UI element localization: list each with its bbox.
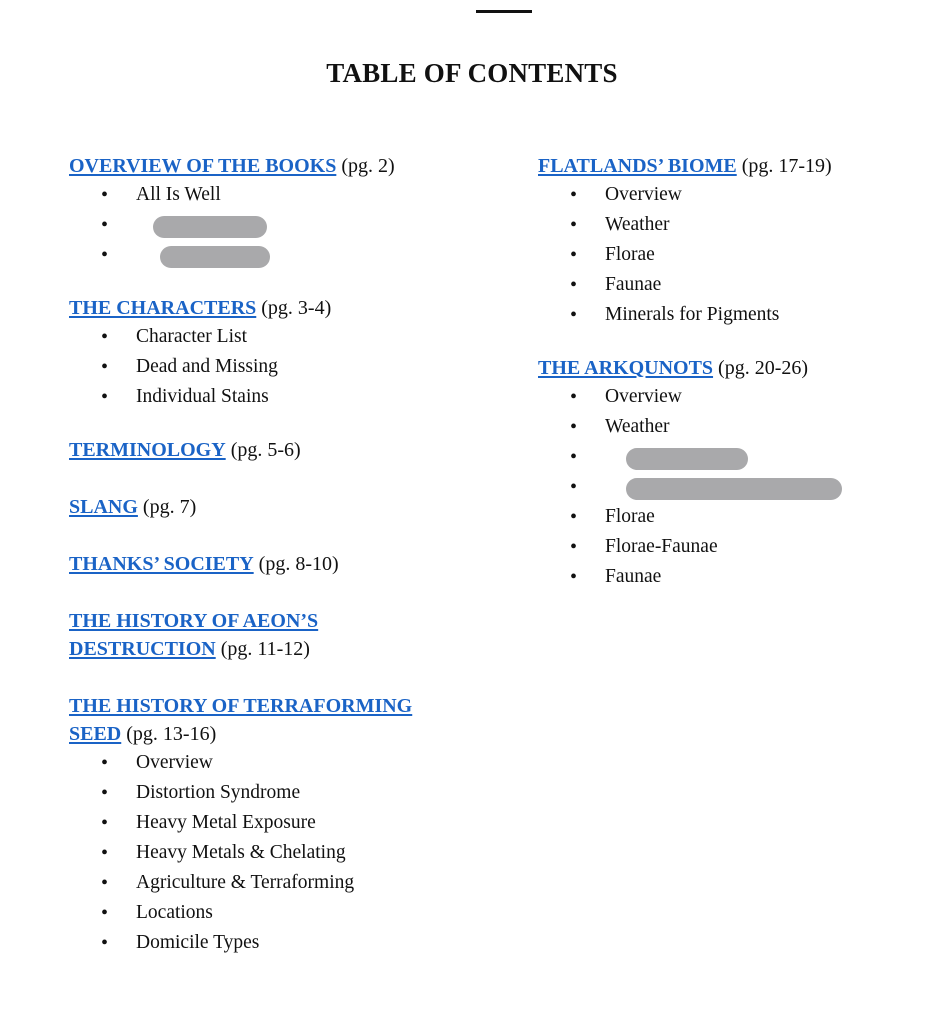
- list-item-label: Heavy Metal Exposure: [136, 812, 316, 833]
- bullet-icon: •: [570, 386, 578, 408]
- toc-sublist: [538, 382, 918, 592]
- redaction-bar: [153, 216, 267, 238]
- list-item-label: Locations: [136, 902, 213, 923]
- list-item: [570, 442, 918, 472]
- top-rule: [476, 10, 532, 13]
- list-item: [101, 382, 469, 412]
- page-range: (pg. 11-12): [215, 638, 310, 660]
- bullet-icon: •: [570, 506, 578, 528]
- bullet-icon: •: [570, 536, 578, 558]
- page-range: (pg. 8-10): [253, 553, 339, 575]
- list-item-label: Individual Stains: [136, 386, 269, 407]
- toc-right-column: [538, 152, 918, 592]
- bullet-icon: •: [570, 304, 578, 326]
- list-item: [570, 240, 918, 270]
- page-range: (pg. 2): [336, 155, 395, 177]
- toc-section-terminology: [69, 436, 469, 464]
- toc-link-history-terraforming-line2[interactable]: SEED: [69, 723, 122, 745]
- page-range: (pg. 3-4): [256, 297, 332, 319]
- toc-link-the-characters[interactable]: THE CHARACTERS: [69, 297, 257, 319]
- bullet-icon: •: [570, 416, 578, 438]
- toc-link-history-aeon-line2[interactable]: DESTRUCTION: [69, 638, 216, 660]
- bullet-icon: •: [101, 842, 109, 864]
- list-item: [101, 240, 469, 270]
- toc-sublist: [538, 180, 918, 330]
- bullet-icon: •: [101, 386, 109, 408]
- bullet-icon: •: [570, 566, 578, 588]
- page-range: (pg. 5-6): [225, 439, 301, 461]
- list-item-label: Weather: [605, 214, 670, 235]
- list-item-label: Dead and Missing: [136, 356, 278, 377]
- bullet-icon: •: [101, 812, 109, 834]
- redaction-bar: [160, 246, 270, 268]
- list-item-label: Character List: [136, 326, 247, 347]
- list-item: [101, 210, 469, 240]
- bullet-icon: •: [101, 932, 109, 954]
- list-item: [570, 382, 918, 412]
- bullet-icon: •: [101, 244, 109, 266]
- bullet-icon: •: [570, 274, 578, 296]
- toc-link-flatlands-biome[interactable]: FLATLANDS’ BIOME: [538, 155, 737, 177]
- toc-sublist: [69, 748, 469, 958]
- toc-link-terminology[interactable]: TERMINOLOGY: [69, 439, 226, 461]
- list-item-label: Weather: [605, 416, 670, 437]
- bullet-icon: •: [570, 476, 578, 498]
- bullet-icon: •: [101, 752, 109, 774]
- bullet-icon: •: [101, 782, 109, 804]
- list-item: [101, 748, 469, 778]
- list-item-label: Overview: [605, 386, 682, 407]
- toc-sublist: [69, 180, 469, 270]
- list-item: [101, 838, 469, 868]
- toc-section-history-aeon: [69, 607, 469, 663]
- page-range: (pg. 13-16): [121, 723, 217, 745]
- list-item: [570, 270, 918, 300]
- bullet-icon: •: [101, 902, 109, 924]
- toc-section-history-terraforming: [69, 692, 469, 958]
- list-item: [570, 412, 918, 442]
- toc-section-thanks-society: [69, 550, 469, 578]
- list-item: [570, 210, 918, 240]
- toc-sublist: [69, 322, 469, 412]
- list-item: [101, 868, 469, 898]
- list-item: [101, 808, 469, 838]
- toc-left-column: [69, 152, 469, 958]
- toc-link-the-arkqunots[interactable]: THE ARKQUNOTS: [538, 357, 714, 379]
- list-item-label: Domicile Types: [136, 932, 260, 953]
- toc-section-overview: [69, 152, 469, 270]
- redaction-bar: [626, 478, 842, 500]
- list-item-label: Overview: [605, 184, 682, 205]
- list-item: [101, 322, 469, 352]
- list-item: [570, 502, 918, 532]
- list-item: [101, 778, 469, 808]
- page-range: (pg. 7): [137, 496, 197, 518]
- list-item-label: Faunae: [605, 566, 662, 587]
- list-item: [570, 472, 918, 502]
- bullet-icon: •: [101, 184, 109, 206]
- list-item: [101, 352, 469, 382]
- toc-link-slang[interactable]: SLANG: [69, 496, 138, 518]
- list-item-label: Florae-Faunae: [605, 536, 718, 557]
- toc-link-history-terraforming-line1[interactable]: THE HISTORY OF TERRAFORMING: [69, 695, 413, 717]
- page-range: (pg. 17-19): [736, 155, 832, 177]
- list-item-label: Overview: [136, 752, 213, 773]
- list-item-label: All Is Well: [136, 184, 221, 205]
- toc-link-overview-of-the-books[interactable]: OVERVIEW OF THE BOOKS: [69, 155, 337, 177]
- list-item-label: Agriculture & Terraforming: [136, 872, 355, 893]
- page-title: TABLE OF CONTENTS: [326, 58, 618, 88]
- list-item: [570, 180, 918, 210]
- list-item: [570, 562, 918, 592]
- toc-section-arkqunots: [538, 354, 918, 592]
- list-item-label: Florae: [605, 506, 655, 527]
- page-range: (pg. 20-26): [713, 357, 809, 379]
- bullet-icon: •: [101, 214, 109, 236]
- list-item-label: Heavy Metals & Chelating: [136, 842, 346, 863]
- bullet-icon: •: [570, 184, 578, 206]
- redaction-bar: [626, 448, 748, 470]
- toc-section-slang: [69, 493, 469, 521]
- list-item-label: Faunae: [605, 274, 662, 295]
- toc-link-thanks-society[interactable]: THANKS’ SOCIETY: [69, 553, 254, 575]
- list-item: [101, 898, 469, 928]
- bullet-icon: •: [570, 244, 578, 266]
- list-item-label: Distortion Syndrome: [136, 782, 301, 803]
- bullet-icon: •: [570, 214, 578, 236]
- bullet-icon: •: [101, 356, 109, 378]
- list-item: [101, 180, 469, 210]
- list-item-label: Minerals for Pigments: [605, 304, 780, 325]
- list-item: [570, 532, 918, 562]
- bullet-icon: •: [570, 446, 578, 468]
- list-item: [101, 928, 469, 958]
- list-item: [570, 300, 918, 330]
- bullet-icon: •: [101, 872, 109, 894]
- toc-section-characters: [69, 294, 469, 412]
- list-item-label: Florae: [605, 244, 655, 265]
- bullet-icon: •: [101, 326, 109, 348]
- toc-link-history-aeon-line1[interactable]: THE HISTORY OF AEON’S: [69, 610, 319, 632]
- toc-section-flatlands-biome: [538, 152, 918, 330]
